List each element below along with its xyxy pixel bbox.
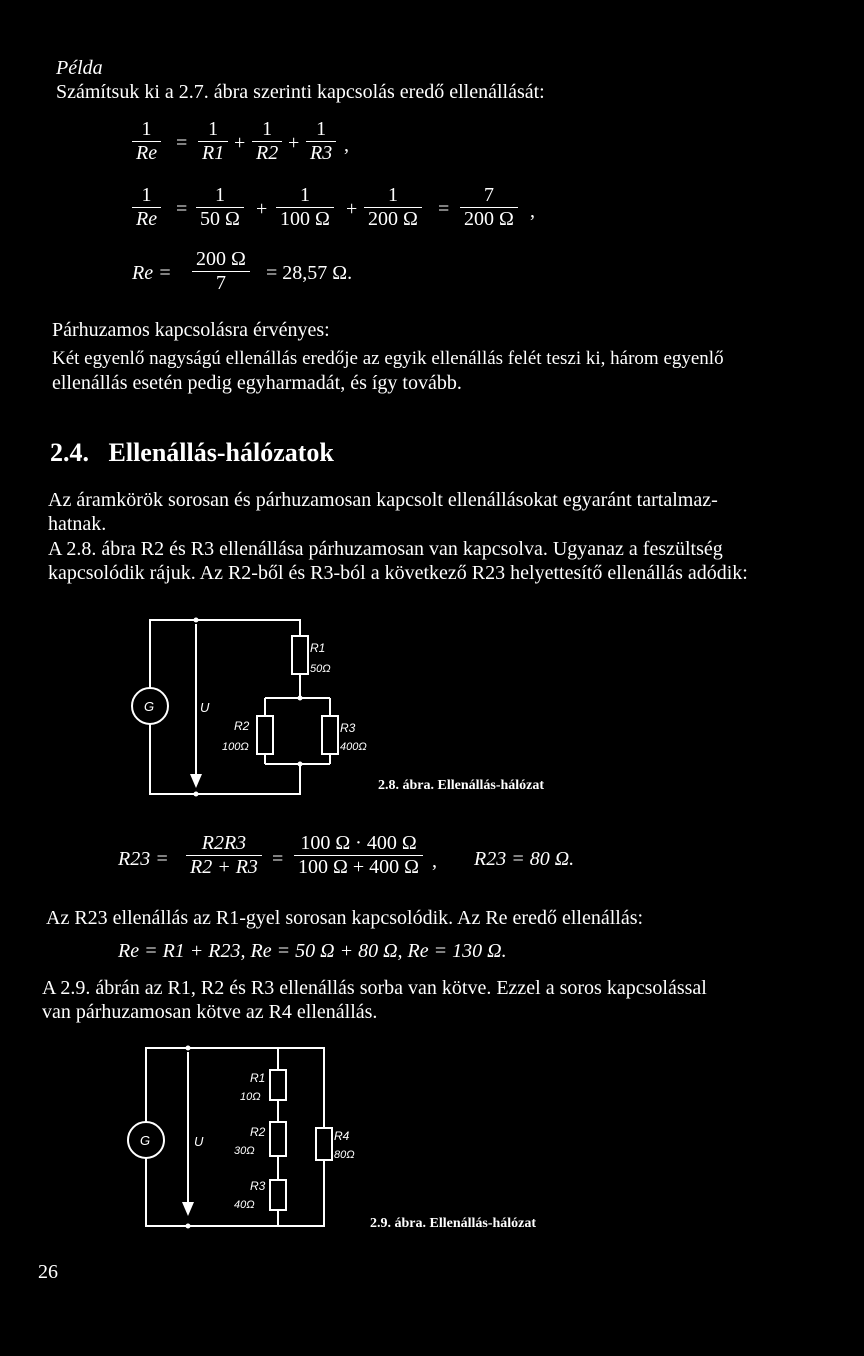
section-heading bbox=[50, 438, 334, 468]
fig28-r1-label: R1 bbox=[310, 641, 326, 655]
eq1-eq: = bbox=[176, 132, 188, 154]
fig28-r2-label: R2 bbox=[234, 719, 250, 733]
eq2-plus1: + bbox=[256, 198, 268, 220]
figure-2-9-circuit bbox=[108, 1040, 368, 1240]
eq1-lhs-den: Re bbox=[132, 141, 161, 165]
eq3-result: = 28,57 Ω. bbox=[266, 262, 353, 284]
eq1-t3-num: 1 bbox=[316, 118, 327, 140]
eq1-plus1: + bbox=[234, 132, 246, 154]
section-title: Ellenállás-hálózatok bbox=[108, 438, 334, 467]
eq1-t2-den: R2 bbox=[252, 141, 282, 165]
eq2-t3-den: 200 Ω bbox=[364, 207, 422, 231]
fig28-r3-label: R3 bbox=[340, 721, 356, 735]
section-text-line4: kapcsolódik rájuk. Az R2-ből és R3-ból a következő R23 helyettesítő ellenállás adódik: bbox=[48, 562, 748, 584]
example-intro: Számítsuk ki a 2.7. ábra szerinti kapcsolás eredő ellenállását: bbox=[56, 81, 545, 103]
fig28-r2-value: 100Ω bbox=[222, 741, 249, 753]
eq2-lhs-den: Re bbox=[132, 207, 161, 231]
fig29-r4-resistor bbox=[316, 1128, 332, 1160]
parallel-rule-line2: ellenállás esetén pedig egyharmadát, és így tovább. bbox=[52, 372, 462, 394]
eq4-eq: = bbox=[272, 848, 284, 870]
eq2-eq1: = bbox=[176, 198, 188, 220]
eq4-f1-num: R2R3 bbox=[201, 832, 247, 854]
fig29-r3-value: 40Ω bbox=[234, 1199, 255, 1211]
fig28-r2-resistor bbox=[257, 716, 273, 754]
eq2-eq2: = bbox=[438, 198, 450, 220]
eq2-t3-num: 1 bbox=[387, 184, 398, 206]
fig29-r1-resistor bbox=[270, 1070, 286, 1100]
parallel-rule-title: Párhuzamos kapcsolásra érvényes: bbox=[52, 319, 330, 341]
fig28-r1-value: 50Ω bbox=[310, 663, 331, 675]
eq2-lhs-num: 1 bbox=[141, 184, 152, 206]
fig28-r1-resistor bbox=[292, 636, 308, 674]
section-text-line2: hatnak. bbox=[48, 513, 107, 535]
fig29-g-label: G bbox=[140, 1133, 151, 1148]
eq1-plus2: + bbox=[288, 132, 300, 154]
eq2-t1-den: 50 Ω bbox=[196, 207, 244, 231]
eq3-num: 200 Ω bbox=[196, 248, 246, 270]
eq4-result: R23 = 80 Ω. bbox=[474, 848, 575, 870]
fig29-r2-label: R2 bbox=[250, 1125, 266, 1139]
eq2-t1-num: 1 bbox=[214, 184, 225, 206]
series-text: Az R23 ellenállás az R1-gyel sorosan kapcsolódik. Az Re eredő ellenállás: bbox=[46, 907, 644, 929]
eq2-comma: , bbox=[530, 200, 535, 222]
figure-2-8-caption: 2.8. ábra. Ellenállás-hálózat bbox=[378, 778, 545, 793]
eq4-comma: , bbox=[432, 850, 437, 872]
eq4-f2-den: 100 Ω + 400 Ω bbox=[294, 855, 423, 879]
eq2-t2-den: 100 Ω bbox=[276, 207, 334, 231]
eq2-res-den: 200 Ω bbox=[460, 207, 518, 231]
eq2-plus2: + bbox=[346, 198, 358, 220]
fig29-r2-value: 30Ω bbox=[234, 1145, 255, 1157]
fig28-r3-resistor bbox=[322, 716, 338, 754]
eq1-t1-den: R1 bbox=[198, 141, 228, 165]
fig29-text-line2: van párhuzamosan kötve az R4 ellenállás. bbox=[42, 1001, 378, 1023]
eq1-t2-num: 1 bbox=[262, 118, 273, 140]
fig29-r2-resistor bbox=[270, 1122, 286, 1156]
fig28-u-label: U bbox=[200, 700, 210, 715]
section-text-line1: Az áramkörök sorosan és párhuzamosan kapcsolt ellenállásokat egyaránt tartalmaz- bbox=[48, 489, 718, 511]
fig29-r3-label: R3 bbox=[250, 1179, 266, 1193]
eq4-f1-den: R2 + R3 bbox=[186, 855, 262, 879]
fig29-r3-resistor bbox=[270, 1180, 286, 1210]
page-number: 26 bbox=[38, 1261, 58, 1283]
eq3-den: 7 bbox=[192, 271, 250, 295]
fig29-r4-value: 80Ω bbox=[334, 1149, 355, 1161]
figure-2-8-circuit bbox=[110, 608, 390, 808]
fig29-r1-label: R1 bbox=[250, 1071, 266, 1085]
eq1-t3-den: R3 bbox=[306, 141, 336, 165]
eq4-lhs: R23 = bbox=[118, 848, 169, 870]
equation-5: Re = R1 + R23, Re = 50 Ω + 80 Ω, Re = 130 Ω. bbox=[118, 940, 507, 962]
eq1-comma: , bbox=[344, 134, 349, 156]
parallel-rule-line1: Két egyenlő nagyságú ellenállás eredője az egyik ellenállás felét teszi ki, három egyenlő bbox=[52, 348, 724, 369]
eq3-lhs: Re = bbox=[132, 262, 172, 284]
figure-2-9-caption: 2.9. ábra. Ellenállás-hálózat bbox=[370, 1216, 537, 1231]
fig29-r1-value: 10Ω bbox=[240, 1091, 261, 1103]
section-number: 2.4. bbox=[50, 438, 89, 467]
eq1-lhs-num: 1 bbox=[141, 118, 152, 140]
example-heading: Példa bbox=[56, 57, 103, 79]
eq2-res-num: 7 bbox=[483, 184, 494, 206]
eq2-t2-num: 1 bbox=[299, 184, 310, 206]
fig29-u-label: U bbox=[194, 1134, 204, 1149]
section-text-line3: A 2.8. ábra R2 és R3 ellenállása párhuzamosan van kapcsolva. Ugyanaz a feszültség bbox=[48, 538, 723, 560]
fig28-r3-value: 400Ω bbox=[340, 741, 367, 753]
eq1-t1-num: 1 bbox=[208, 118, 219, 140]
eq4-f2-num: 100 Ω · 400 Ω bbox=[300, 832, 417, 854]
fig28-g-label: G bbox=[144, 699, 155, 714]
fig29-r4-label: R4 bbox=[334, 1129, 350, 1143]
fig29-text-line1: A 2.9. ábrán az R1, R2 és R3 ellenállás sorba van kötve. Ezzel a soros kapcsolással bbox=[42, 977, 707, 999]
